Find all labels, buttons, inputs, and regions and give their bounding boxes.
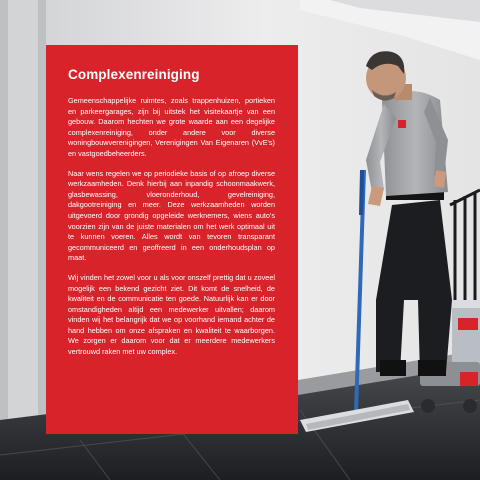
- page-title: Complexenreiniging: [68, 67, 200, 82]
- paragraph-team: Wij vinden het zowel voor u als voor onszelf prettig dat u zoveel mogelijk een bekend gezicht ziet. Dit komt de snelheid, de kwaliteit en de communicatie ten goede. Natuurlijk kan er door omstandigheden altijd een medewerker uitvallen; daarom vinden wij het belangrijk dat we op voorhand iemand achter de hand hebben om onze afspraken en kwaliteit te waarborgen. We zorgen er daarom voor dat er meerdere medewerkers vertrouwd raken met uw complex.: [68, 272, 275, 357]
- content-panel: [46, 45, 298, 434]
- paragraph-intro: Gemeenschappelijke ruimtes, zoals trappenhuizen, portieken en parkeergarages, zijn bij uitstek het visitekaartje van een gebouw. Daarom hechten we grote waarde aan een degelijke complexenreiniging, onder andere voor diverse woningbouwverenigingen, Verenigingen Van Eigenaren (VvE's) en vastgoedbeheerders.: [68, 96, 275, 158]
- paragraph-services: Naar wens regelen we op periodieke basis of op afroep diverse werkzaamheden. Denk hierbij aan inpandig schoonmaakwerk, glasbewassing, vloeronderhoud, gevelreiniging, dakgootreiniging en meer. Deze werkzaamheden worden uitgevoerd door grondig opgeleide werknemers, wiens auto's voorzien zijn van de juiste materialen om het werk optimaal uit te kunnen voeren. Alles wordt van tevoren transparant gecommuniceerd en geoffreerd in een onderhoudsplan op maat.: [68, 168, 275, 263]
